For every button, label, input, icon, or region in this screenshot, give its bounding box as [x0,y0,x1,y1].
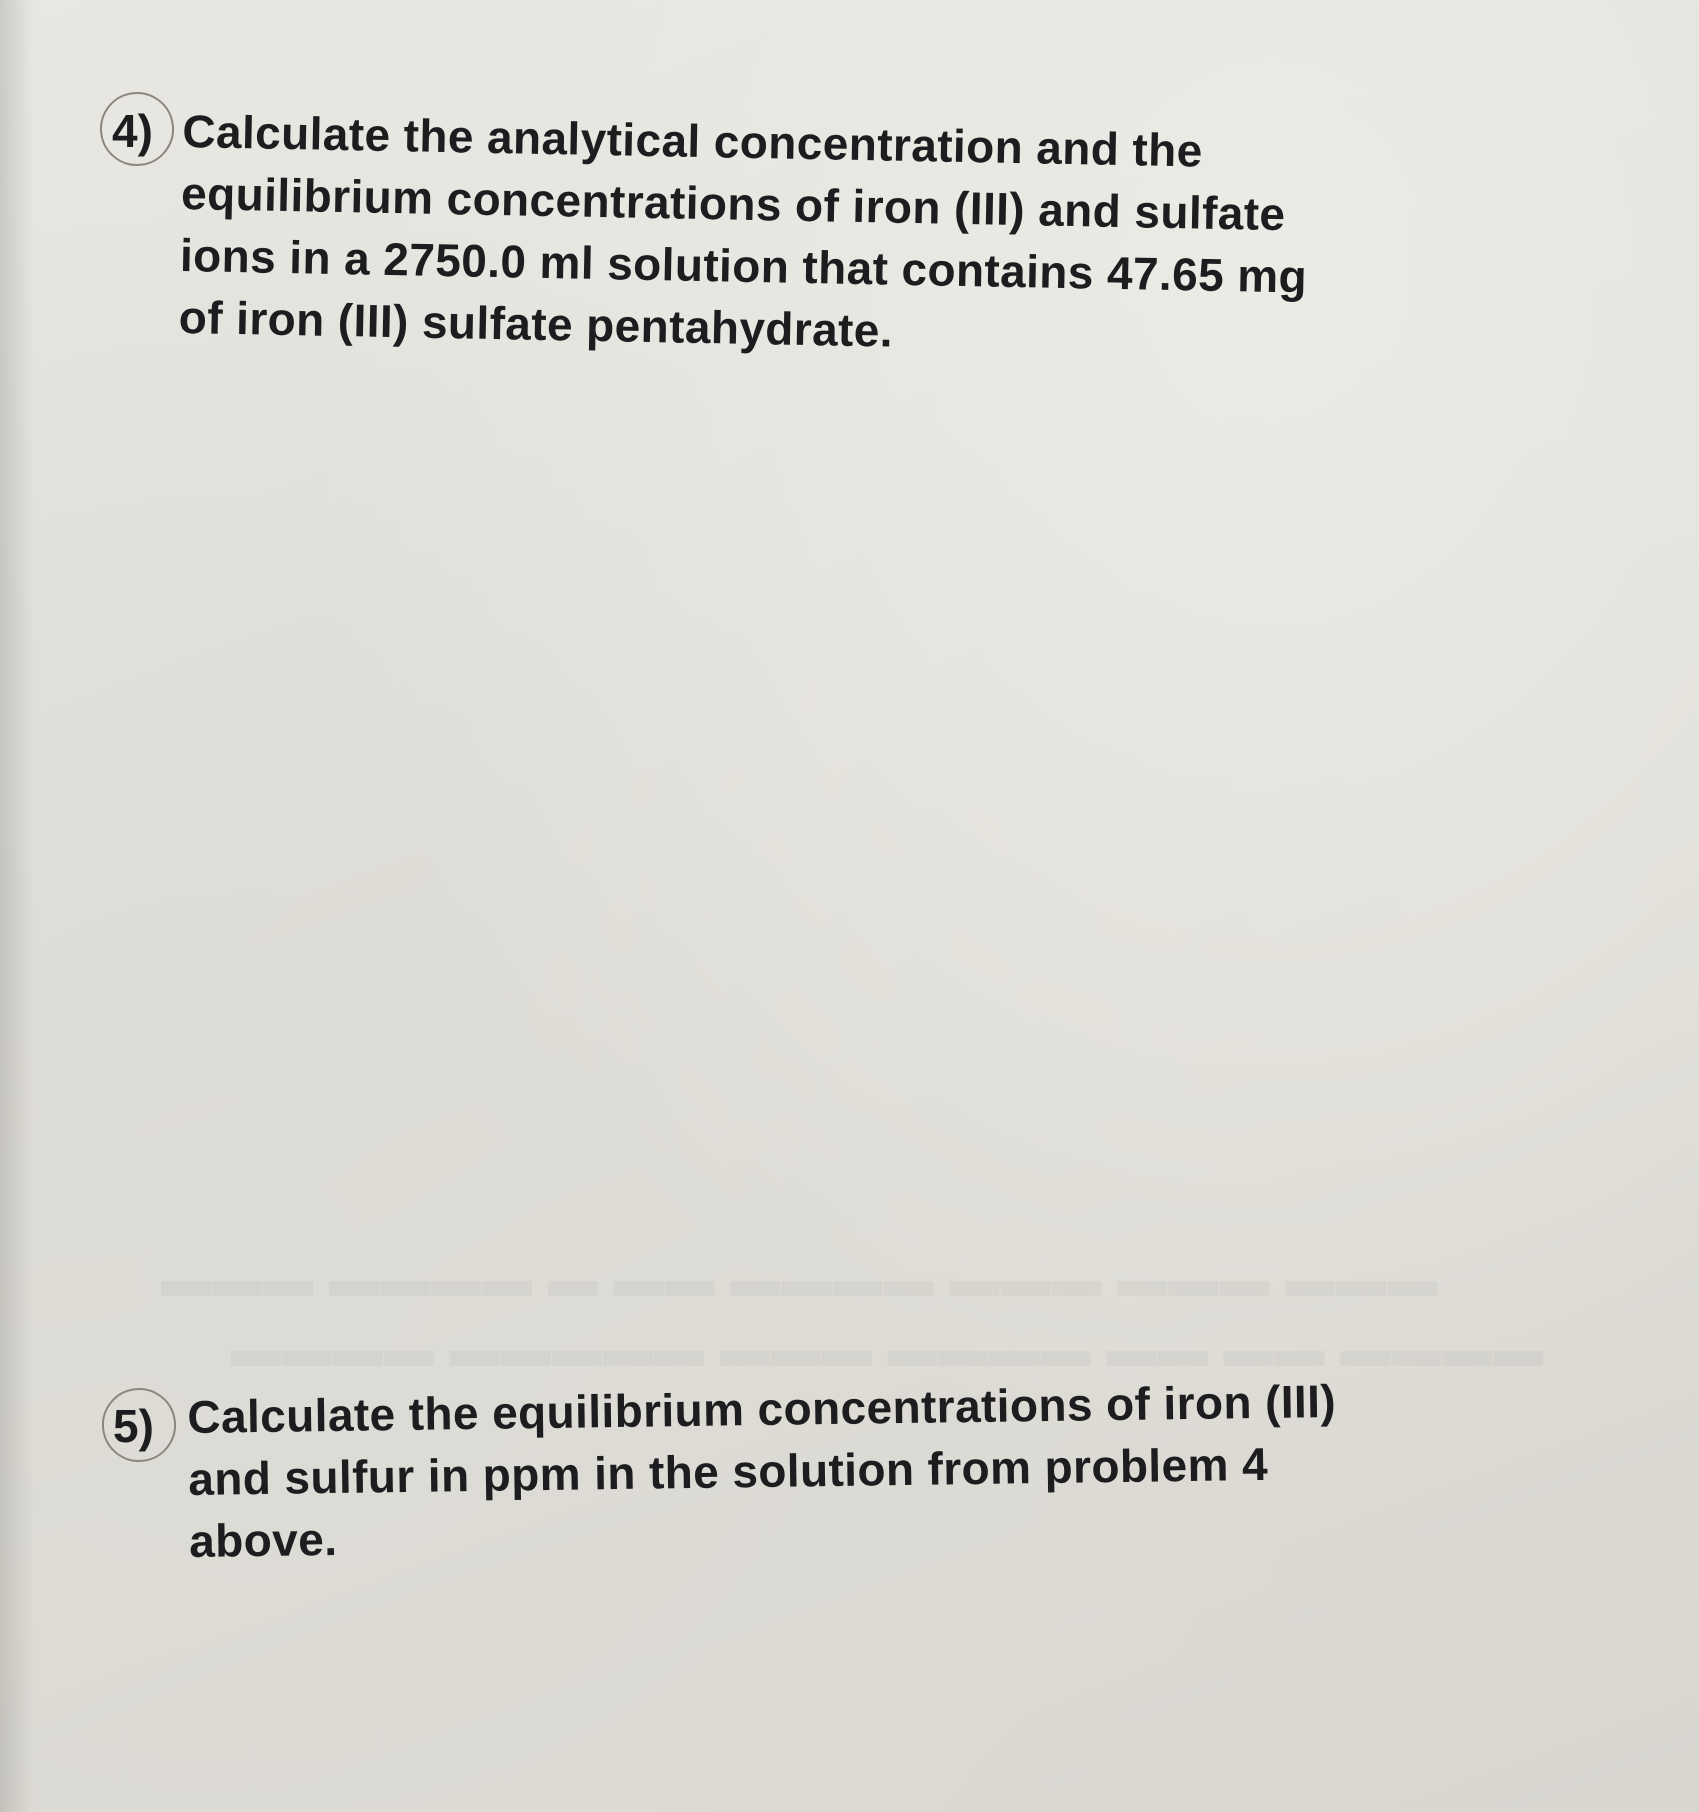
page-edge-shadow [0,0,34,1812]
problem-text-line: Calculate the equilibrium concentrations of iron (III) [187,1374,1337,1443]
problem-text [178,100,1310,370]
problem-text-line: of iron (III) sulfate pentahydrate. [178,290,894,357]
problem-text-line: above. [188,1512,338,1567]
problem-number: 5) [113,1400,154,1452]
problem-text-line: and sulfur in ppm in the solution from problem 4 [187,1437,1269,1505]
problem-text-line: ions in a 2750.0 ml solution that contains 47.65 mg [179,228,1308,303]
problem-text-line: equilibrium concentrations of iron (III) and sulfate [180,166,1286,241]
show-through-text: ▬▬▬▬ ▬▬ ▬▬ ▬▬▬▬ ▬▬▬ ▬▬▬▬▬ ▬▬▬▬ [230,1321,1544,1377]
problem-text-line: Calculate the analytical concentration and the [181,104,1204,177]
problem-number: 4) [112,105,153,157]
show-through-text: ▬▬▬ ▬▬▬ ▬▬▬ ▬▬▬▬ ▬▬ ▬ ▬▬▬▬ ▬▬▬ [160,1251,1438,1307]
problem-text [187,1370,1338,1572]
